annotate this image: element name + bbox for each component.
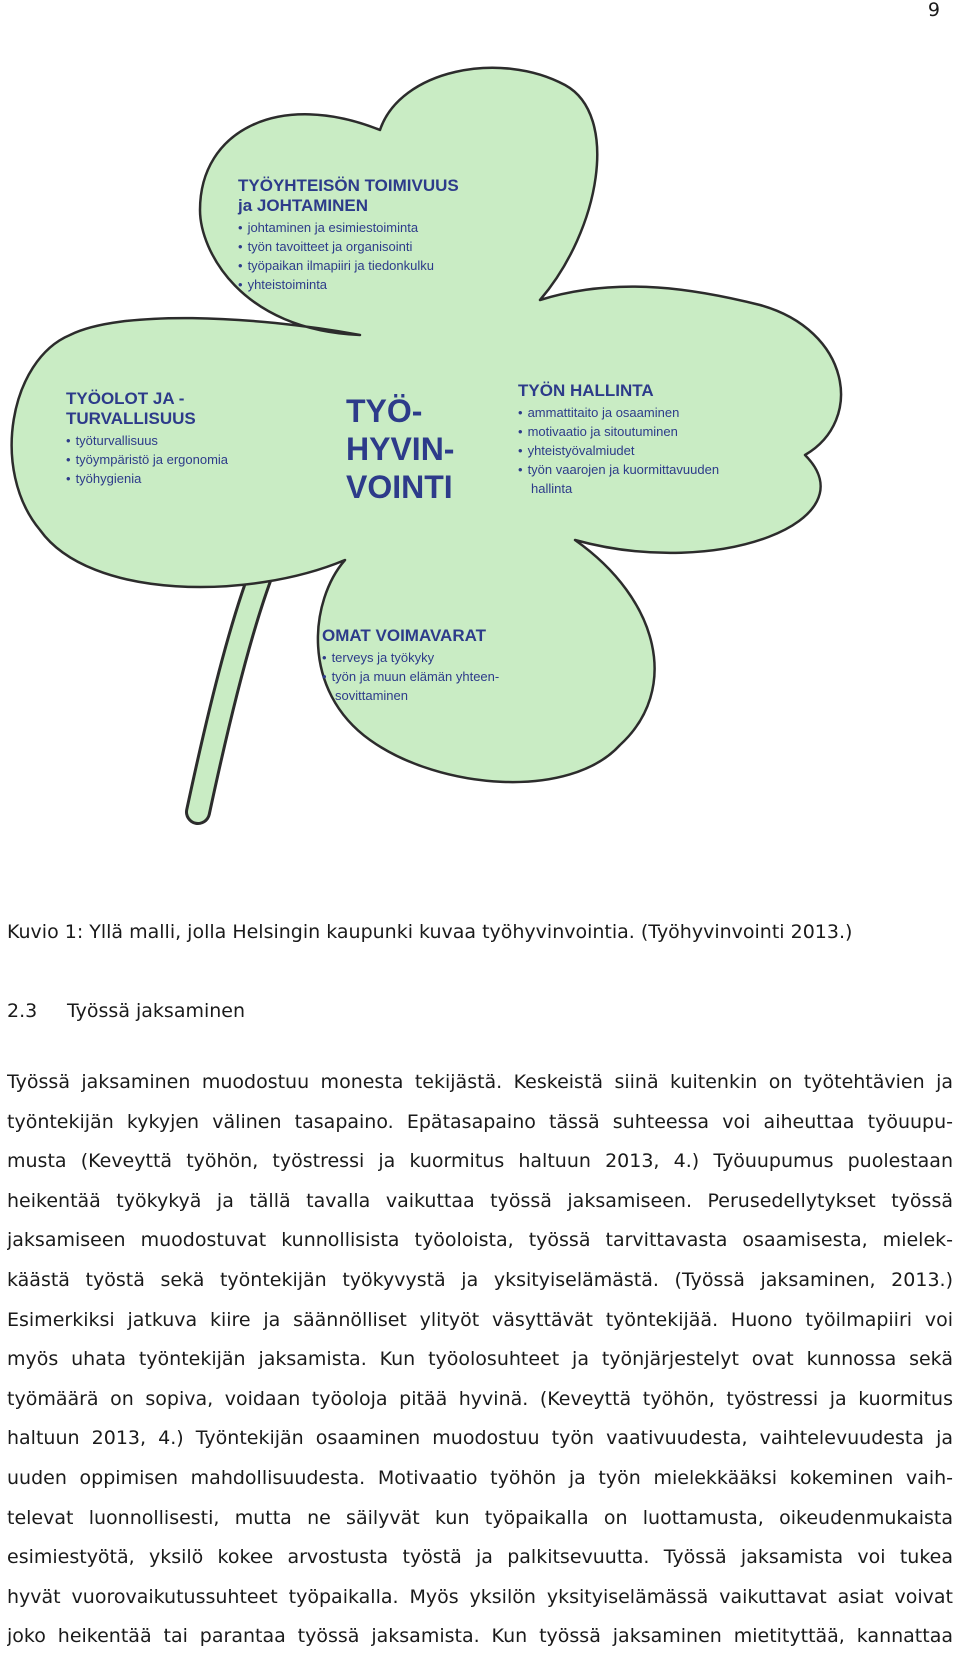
center-title [346,392,506,506]
leaf-bottom-title [322,626,499,646]
center-title-line: TYÖ- [346,393,423,429]
leaf-bottom-item: • työn ja muun elämän yhteen- [322,667,499,686]
leaf-right-item: • yhteistyövalmiudet [518,441,719,460]
leaf-top-item: • johtaminen ja esimiestoiminta [238,218,459,237]
body-line: käästä työstä sekä työntekijän työkyvystä ja yksityiselämästä. (Työssä jaksaminen, 2013.) [7,1268,953,1291]
leaf-right-text [518,381,719,498]
body-line: televat luonnollisesti, mutta ne säilyvät kun työpaikalla on luottamusta, oikeudenmukaista [7,1506,953,1529]
body-line: jaksamiseen muodostuvat kunnollisista työoloista, työssä tarvittavasta osaamisesta, mielek- [7,1229,953,1252]
body-paragraph [7,1063,953,1657]
leaf-left-text [66,389,228,488]
leaf-left-title-line: TYÖOLOT JA - [66,389,185,408]
figure-caption: Kuvio 1: Yllä malli, jolla Helsingin kaupunki kuvaa työhyvinvointia. (Työhyvinvointi 2013.) [7,921,853,943]
leaf-top-text [238,176,459,294]
leaf-right-title-line: TYÖN HALLINTA [518,381,654,400]
leaf-left-title-line: TURVALLISUUS [66,409,196,428]
leaf-bottom-text [322,626,499,705]
leaf-top-item: • yhteistoiminta [238,275,459,294]
leaf-top-title [238,176,459,216]
leaf-left-item: • työhygienia [66,469,228,488]
body-line: musta (Keveyttä työhön, työstressi ja kuormitus haltuun 2013, 4.) Työuupumus puolestaan [7,1150,953,1173]
leaf-top-title-line: TYÖYHTEISÖN TOIMIVUUS [238,176,459,195]
clover-stem [198,556,268,812]
body-line: hyvät vuorovaikutussuhteet työpaikalla. Myös yksilön yksityiselämässä vaikuttavat asiat voivat [7,1585,953,1608]
leaf-right-item: • työn vaarojen ja kuormittavuuden [518,460,719,479]
leaf-bottom-item-cont: sovittaminen [335,688,408,703]
body-line: Työssä jaksaminen muodostuu monesta tekijästä. Keskeistä siinä kuitenkin on työtehtävien ja [7,1071,953,1093]
leaf-top-item: • työpaikan ilmapiiri ja tiedonkulku [238,256,459,275]
leaf-right-title [518,381,719,401]
center-title-line: VOINTI [346,469,453,505]
leaf-top-list [238,218,459,294]
center-title-line: HYVIN- [346,431,455,467]
leaf-bottom-title-line: OMAT VOIMAVARAT [322,626,486,645]
body-line: myös uhata työntekijän jaksamista. Kun työolosuhteet ja työnjärjestelyt ovat kunnossa sekä [7,1348,953,1371]
leaf-right-item: • motivaatio ja sitoutuminen [518,422,719,441]
body-line: haltuun 2013, 4.) Työntekijän osaaminen muodostuu työn vaativuudesta, vaihtelevuudesta ja [7,1427,953,1450]
body-line: Esimerkiksi jatkuva kiire ja säännölliset ylityöt väsyttävät työntekijää. Huono työilmapiiri voi [7,1308,953,1331]
leaf-left-item: • työympäristö ja ergonomia [66,450,228,469]
body-line: uuden oppimisen mahdollisuudesta. Motivaatio työhön ja työn mielekkääksi kokeminen vaih- [7,1466,953,1489]
body-line: työmäärä on sopiva, voidaan työoloja pitää hyvinä. (Keveyttä työhön, työstressi ja kuormitus [7,1387,953,1410]
leaf-left-list [66,431,228,488]
leaf-bottom-item: • terveys ja työkyky [322,648,499,667]
body-line: työntekijän kykyjen välinen tasapaino. Epätasapaino tässä suhteessa voi aiheuttaa työuupu- [7,1110,953,1133]
leaf-right-list [518,403,719,498]
body-line: heikentää työkykyä ja tällä tavalla vaikuttaa työssä jaksamiseen. Perusedellytykset työssä [7,1189,953,1212]
section-title: Työssä jaksaminen [67,1000,246,1022]
leaf-top-item: • työn tavoitteet ja organisointi [238,237,459,256]
leaf-right-item-cont: hallinta [531,481,573,496]
leaf-bottom-list [322,648,499,705]
section-number: 2.3 [7,1000,38,1022]
leaf-top-title-line: ja JOHTAMINEN [238,196,369,215]
leaf-left-item: • työturvallisuus [66,431,228,450]
leaf-left-title [66,389,228,429]
page-number: 9 [927,0,940,21]
leaf-bottom-item [322,686,499,705]
leaf-right-item [518,479,719,498]
leaf-right-item: • ammattitaito ja osaaminen [518,403,719,422]
body-line: esimiestyötä, yksilö kokee arvostusta työstä ja palkitsevuutta. Työssä jaksamista voi tukea [7,1546,953,1569]
body-line: joko heikentää tai parantaa työssä jaksamista. Kun työssä jaksaminen mietityttää, kannattaa [7,1625,953,1648]
section-heading [7,999,245,1023]
